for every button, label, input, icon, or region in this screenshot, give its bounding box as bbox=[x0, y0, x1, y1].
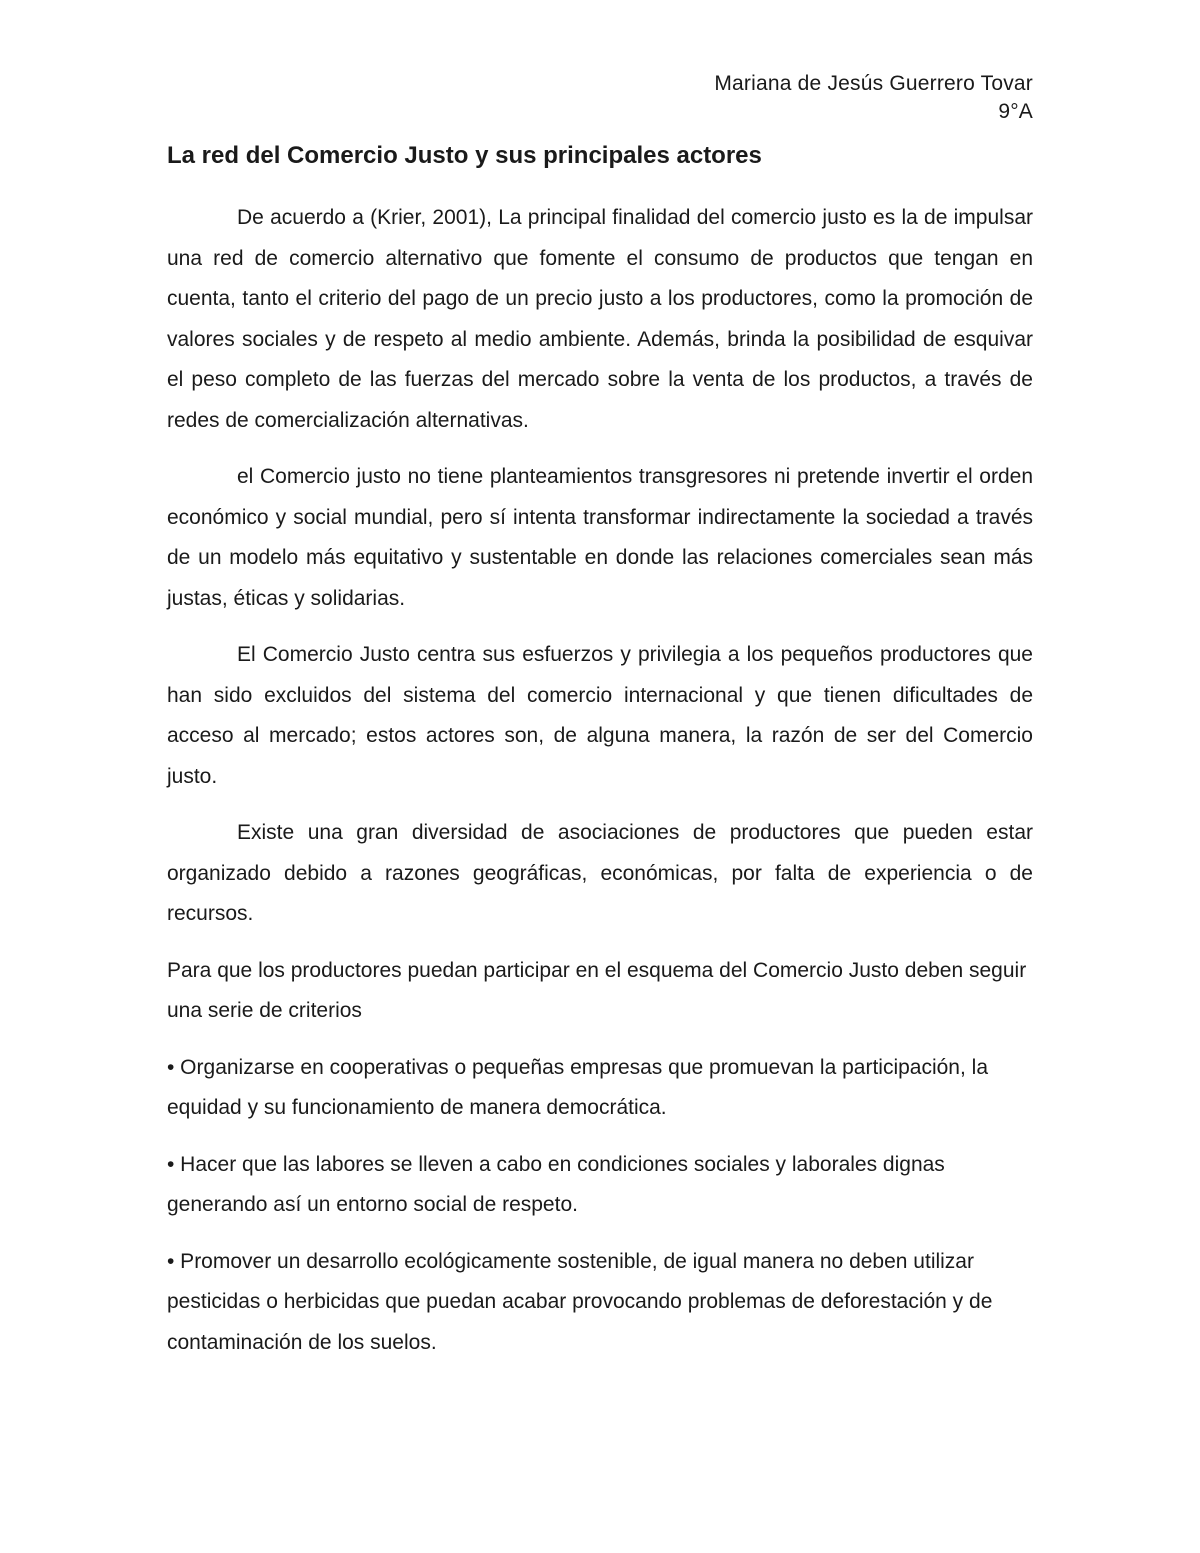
bullet-item-3: • Promover un desarrollo ecológicamente sostenible, de igual manera no deben utilizar pesticidas o herbicidas que puedan acabar provocando problemas de deforestación y de contaminación de los suelos. bbox=[167, 1249, 993, 1354]
paragraph-4: Existe una gran diversidad de asociaciones de productores que pueden estar organizado debido a razones geográficas, económicas, por falta de experiencia o de recursos. bbox=[167, 821, 1033, 925]
bullet-item-2: • Hacer que las labores se lleven a cabo en condiciones sociales y laborales dignas generando así un entorno social de respeto. bbox=[167, 1152, 945, 1216]
author-name: Mariana de Jesús Guerrero Tovar bbox=[714, 72, 1033, 95]
bullet-item-1: • Organizarse en cooperativas o pequeñas empresas que promuevan la participación, la equidad y su funcionamiento de manera democrática. bbox=[167, 1055, 988, 1119]
paragraph-5: Para que los productores puedan participar en el esquema del Comercio Justo deben seguir una serie de criterios bbox=[167, 958, 1027, 1022]
paragraph-1: De acuerdo a (Krier, 2001), La principal finalidad del comercio justo es la de impulsar una red de comercio alternativo que fomente el consumo de productos que tengan en cuenta, tanto el criterio del pago de un precio justo a los productores, como la promoción de valores sociales y de respeto al medio ambiente. Además, brinda la posibilidad de esquivar el peso completo de las fuerzas del mercado sobre la venta de los productos, a través de redes de comercialización alternativas. bbox=[167, 206, 1033, 432]
document-title: La red del Comercio Justo y sus principales actores bbox=[167, 142, 762, 169]
paragraph-2: el Comercio justo no tiene planteamientos transgresores ni pretende invertir el orden económico y social mundial, pero sí intenta transformar indirectamente la sociedad a través de un modelo más equitativo y sustentable en donde las relaciones comerciales sean más justas, éticas y solidarias. bbox=[167, 465, 1033, 610]
author-grade: 9°A bbox=[998, 100, 1033, 123]
document-body bbox=[167, 198, 1033, 1379]
paragraph-3: El Comercio Justo centra sus esfuerzos y privilegia a los pequeños productores que han sido excluidos del sistema del comercio internacional y que tienen dificultades de acceso al mercado; estos actores son, de alguna manera, la razón de ser del Comercio justo. bbox=[167, 643, 1033, 788]
author-block bbox=[714, 70, 1033, 126]
